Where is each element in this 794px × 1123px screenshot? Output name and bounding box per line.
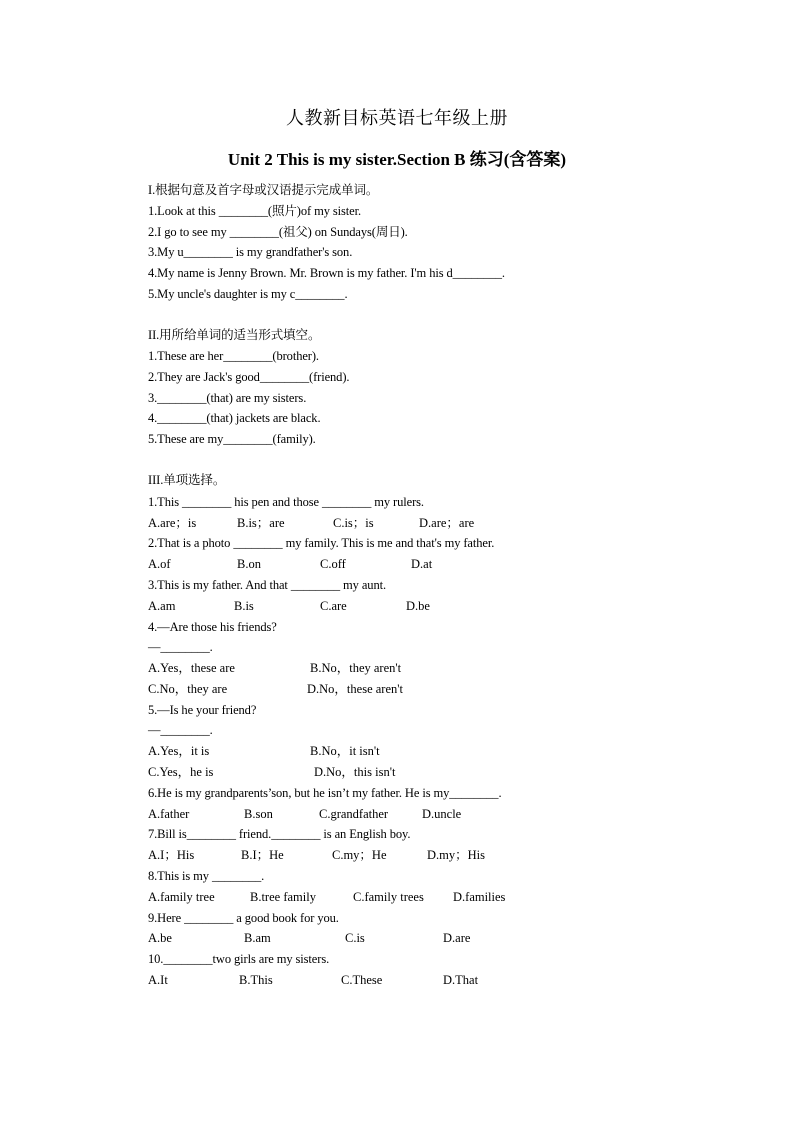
option-a: A.of <box>148 557 171 571</box>
question-1: 1.This ________ his pen and those ________ my rulers. <box>148 495 424 509</box>
option-a: A.Yes，it is <box>148 744 210 758</box>
option-d: D.are <box>443 931 471 945</box>
question-2: 2.That is a photo ________ my family. This is me and that's my father. <box>148 536 495 550</box>
option-b: B.No，they aren't <box>310 661 402 675</box>
question-6-options <box>148 806 648 822</box>
question-9-options <box>148 930 648 946</box>
section2-item-5: 5.These are my________(family). <box>148 432 316 446</box>
section1-item-5: 5.My uncle's daughter is my c________. <box>148 287 348 301</box>
question-10: 10.________two girls are my sisters. <box>148 952 330 966</box>
option-c: C.my；He <box>332 848 387 862</box>
page-subtitle: Unit 2 This is my sister.Section B 练习(含答案) <box>227 150 567 169</box>
section1-item-2: 2.I go to see my ________(祖父) on Sundays(周日). <box>148 225 408 239</box>
option-a: A.It <box>148 973 168 987</box>
section2-item-3: 3.________(that) are my sisters. <box>148 391 307 405</box>
option-b: B.on <box>237 557 261 571</box>
question-4-reply: —________. <box>148 640 213 654</box>
question-7: 7.Bill is________ friend.________ is an English boy. <box>148 827 411 841</box>
option-d: D.my；His <box>427 848 485 862</box>
question-5-options-row1 <box>148 743 648 759</box>
option-a: A.be <box>148 931 172 945</box>
section1-item-1: 1.Look at this ________(照片)of my sister. <box>148 204 361 218</box>
option-a: A.family tree <box>148 890 215 904</box>
question-6: 6.He is my grandparents’son, but he isn’t my father. He is my________. <box>148 786 502 800</box>
option-b: B.son <box>244 807 273 821</box>
section3-heading: III.单项选择。 <box>148 473 226 487</box>
question-10-options <box>148 972 648 988</box>
section2-heading: II.用所给单词的适当形式填空。 <box>148 328 321 342</box>
question-4-options-row1 <box>148 660 648 676</box>
option-d: D.uncle <box>422 807 462 821</box>
option-c: C.is <box>345 931 365 945</box>
section2-item-2: 2.They are Jack's good________(friend). <box>148 370 350 384</box>
option-d: D.be <box>406 599 430 613</box>
question-8-options <box>148 889 648 905</box>
section1-item-3: 3.My u________ is my grandfather's son. <box>148 245 353 259</box>
option-b: B.is <box>234 599 254 613</box>
question-9: 9.Here ________ a good book for you. <box>148 911 339 925</box>
option-b: B.This <box>239 973 273 987</box>
option-b: B.am <box>244 931 271 945</box>
option-b: B.is；are <box>237 516 285 530</box>
section2-item-1: 1.These are her________(brother). <box>148 349 319 363</box>
page-title: 人教新目标英语七年级上册 <box>286 108 508 128</box>
option-a: A.are；is <box>148 516 197 530</box>
option-d: D.That <box>443 973 479 987</box>
option-c: C.These <box>341 973 383 987</box>
option-c: C.is；is <box>333 516 374 530</box>
option-b: B.No，it isn't <box>310 744 380 758</box>
option-c: C.grandfather <box>319 807 389 821</box>
option-c: C.Yes，he is <box>148 765 214 779</box>
question-8: 8.This is my ________. <box>148 869 265 883</box>
option-b: B.tree family <box>250 890 316 904</box>
option-a: A.father <box>148 807 190 821</box>
section1-item-4: 4.My name is Jenny Brown. Mr. Brown is my father. I'm his d________. <box>148 266 505 280</box>
question-7-options <box>148 847 648 863</box>
option-d: D.No，this isn't <box>314 765 396 779</box>
option-c: C.No，they are <box>148 682 228 696</box>
section2-item-4: 4.________(that) jackets are black. <box>148 411 321 425</box>
option-c: C.family trees <box>353 890 424 904</box>
option-b: B.I；He <box>241 848 284 862</box>
question-5-options-row2 <box>148 764 648 780</box>
question-1-options <box>148 515 648 531</box>
option-d: D.at <box>411 557 433 571</box>
option-a: A.am <box>148 599 176 613</box>
option-d: D.No，these aren't <box>307 682 403 696</box>
question-3-options <box>148 598 648 614</box>
section1-heading: I.根据句意及首字母或汉语提示完成单词。 <box>148 183 379 197</box>
option-a: A.Yes，these are <box>148 661 235 675</box>
question-3: 3.This is my father. And that ________ my aunt. <box>148 578 386 592</box>
question-5: 5.—Is he your friend? <box>148 703 257 717</box>
option-c: C.off <box>320 557 346 571</box>
option-a: A.I；His <box>148 848 195 862</box>
option-c: C.are <box>320 599 347 613</box>
option-d: D.families <box>453 890 506 904</box>
question-4: 4.—Are those his friends? <box>148 620 277 634</box>
question-4-options-row2 <box>148 681 648 697</box>
question-5-reply: —________. <box>148 723 213 737</box>
option-d: D.are；are <box>419 516 475 530</box>
question-2-options <box>148 556 648 572</box>
